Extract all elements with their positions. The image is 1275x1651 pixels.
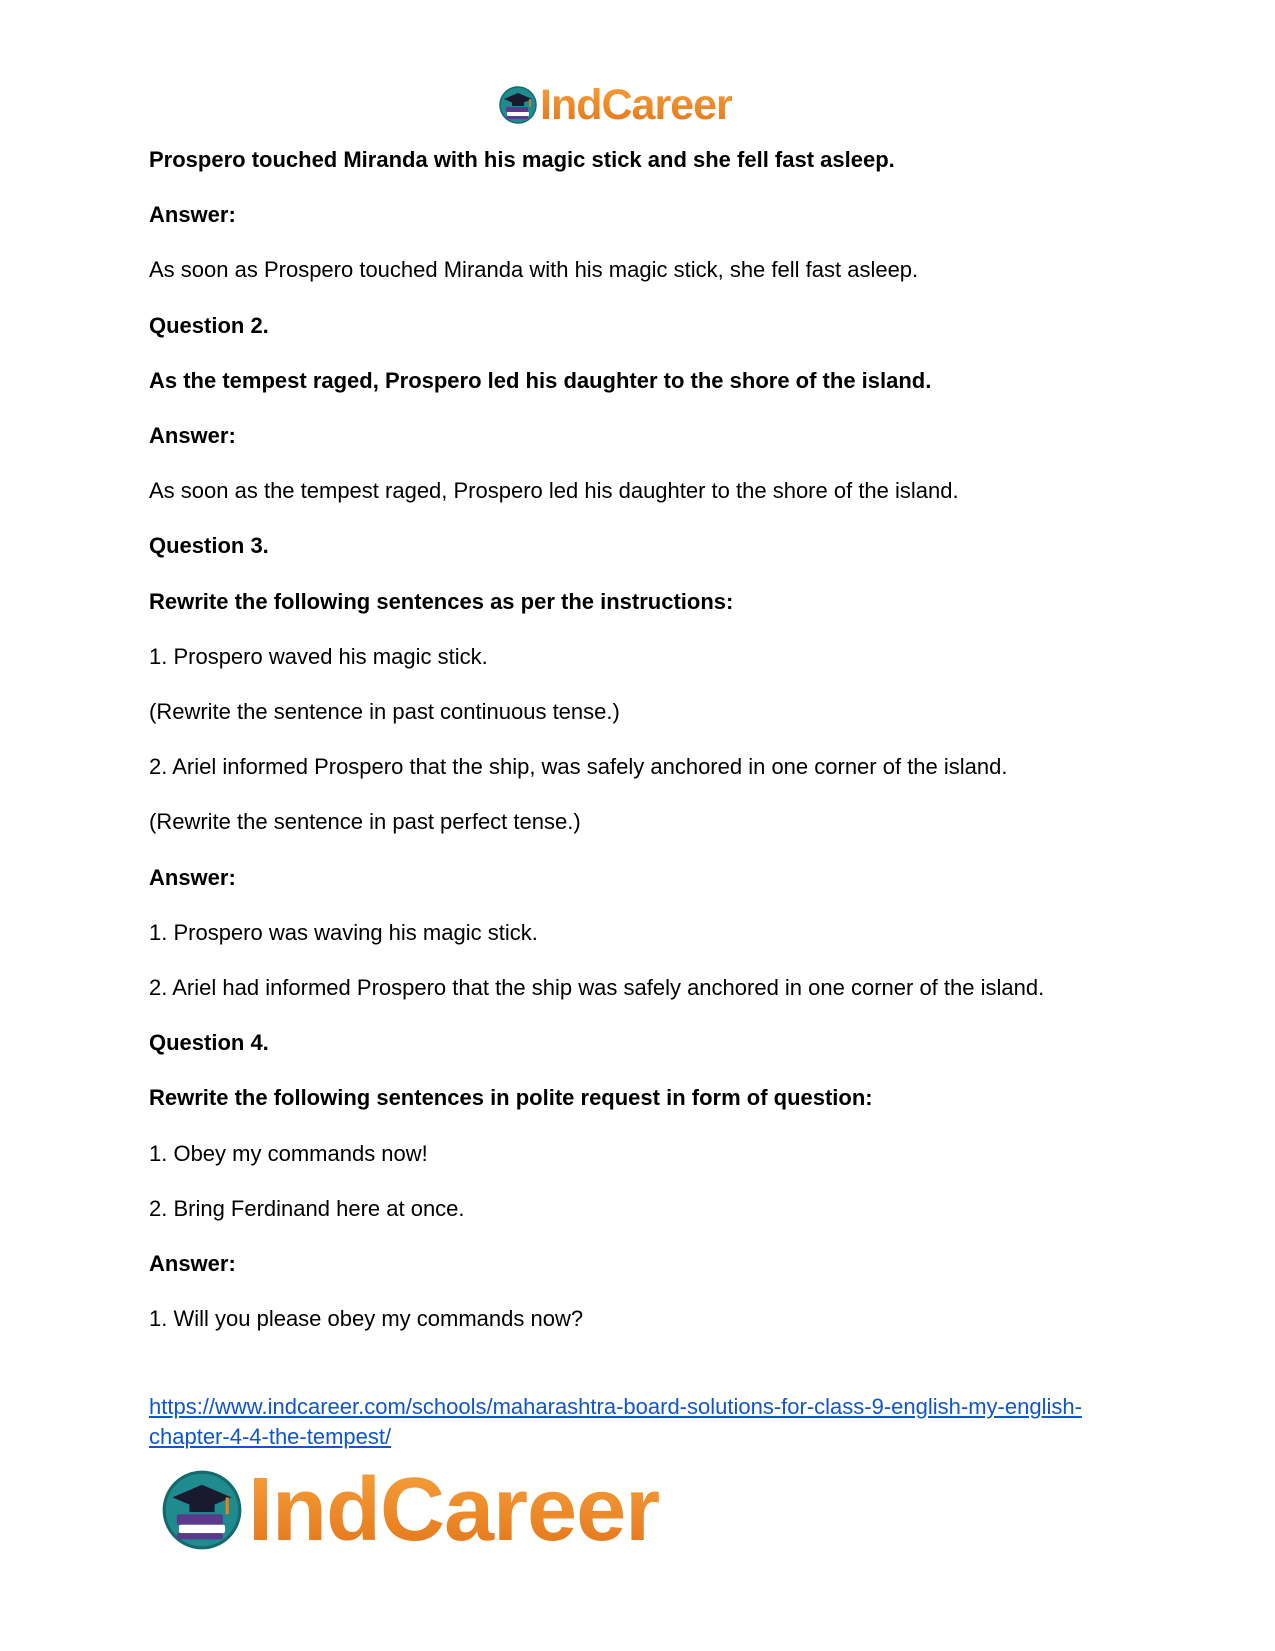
source-url-line-2: chapter-4-4-the-tempest/: [149, 1424, 392, 1449]
heading-line: As the tempest raged, Prospero led his daughter to the shore of the island.: [149, 367, 932, 393]
source-url-link[interactable]: [149, 1394, 1082, 1449]
text-line: 1. Prospero waved his magic stick.: [149, 643, 488, 669]
text-line: 1. Will you please obey my commands now?: [149, 1306, 584, 1332]
heading-line: Question 3.: [149, 533, 269, 559]
text-line: 2. Ariel informed Prospero that the ship, was safely anchored in one corner of the island.: [149, 754, 1008, 780]
heading-line: Question 4.: [149, 1030, 269, 1056]
text-line: As soon as the tempest raged, Prospero led his daughter to the shore of the island.: [149, 478, 959, 504]
graduation-cap-book-icon: [498, 85, 538, 125]
brand-wordmark-large: IndCareer: [248, 1460, 660, 1560]
heading-line: Rewrite the following sentences in polite request in form of question:: [149, 1085, 873, 1111]
source-url-line-1: https://www.indcareer.com/schools/maharashtra-board-solutions-for-class-9-english-my-english-: [149, 1394, 1082, 1419]
indcareer-logo-header: [498, 80, 732, 130]
graduation-cap-book-icon: [160, 1468, 244, 1552]
text-line: 2. Bring Ferdinand here at once.: [149, 1195, 465, 1221]
heading-line: Answer:: [149, 1251, 236, 1276]
heading-line: Answer:: [149, 864, 236, 890]
indcareer-logo-footer: [160, 1460, 659, 1560]
heading-line: Answer:: [149, 202, 236, 228]
heading-line: Rewrite the following sentences as per the instructions:: [149, 588, 734, 614]
text-line: 1. Prospero was waving his magic stick.: [149, 919, 538, 945]
text-line: 1. Obey my commands now!: [149, 1140, 428, 1166]
brand-wordmark: IndCareer: [540, 81, 732, 129]
heading-line: Answer:: [149, 423, 236, 448]
heading-line: Prospero touched Miranda with his magic stick and she fell fast asleep.: [149, 147, 895, 172]
text-line: 2. Ariel had informed Prospero that the ship was safely anchored in one corner of the island.: [149, 975, 1045, 1000]
source-link-block: [149, 1392, 1149, 1452]
heading-line: Question 2.: [149, 312, 269, 338]
text-line: As soon as Prospero touched Miranda with his magic stick, she fell fast asleep.: [149, 257, 919, 283]
text-line: (Rewrite the sentence in past perfect tense.): [149, 809, 581, 835]
text-line: (Rewrite the sentence in past continuous tense.): [149, 699, 620, 724]
